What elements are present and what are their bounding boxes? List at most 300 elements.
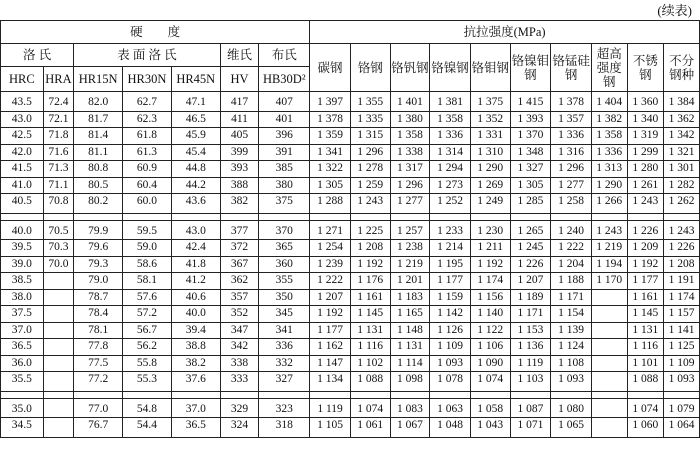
table-cell: 70.5 — [43, 220, 74, 240]
rockwell-header: 洛 氏 — [1, 44, 74, 67]
table-cell: 1 161 — [350, 289, 390, 306]
table-cell: 1 296 — [551, 161, 592, 178]
table-cell: 1 083 — [390, 398, 430, 418]
table-cell: 1 161 — [627, 289, 664, 306]
table-cell: 1 195 — [430, 256, 471, 273]
table-cell: 323 — [259, 398, 310, 418]
table-cell: 38.8 — [171, 339, 220, 356]
table-cell: 1 043 — [470, 418, 510, 438]
table-cell: 70.0 — [43, 256, 74, 273]
table-cell: 1 124 — [551, 339, 592, 356]
table-cell: 401 — [259, 111, 310, 128]
table-cell: 1 243 — [627, 194, 664, 214]
table-cell: 1 384 — [664, 92, 700, 112]
table-cell: 43.6 — [171, 194, 220, 214]
table-cell: 57.6 — [123, 289, 172, 306]
table-cell: 42.4 — [171, 240, 220, 257]
table-cell — [43, 418, 74, 438]
col-hr15n: HR15N — [74, 67, 123, 92]
table-cell: 1 142 — [430, 306, 471, 323]
table-cell: 1 207 — [510, 273, 551, 290]
table-body — [1, 92, 700, 438]
table-cell: 43.5 — [1, 92, 44, 112]
table-cell: 1 230 — [470, 220, 510, 240]
table-cell: 1 119 — [510, 355, 551, 372]
table-cell: 41.8 — [171, 256, 220, 273]
table-cell: 1 370 — [510, 128, 551, 145]
table-cell: 332 — [259, 355, 310, 372]
table-cell: 1 116 — [627, 339, 664, 356]
table-cell: 324 — [220, 418, 259, 438]
table-cell — [591, 372, 627, 392]
table-cell: 385 — [259, 161, 310, 178]
table-row — [1, 240, 700, 257]
table-cell: 375 — [259, 194, 310, 214]
table-cell: 1 239 — [310, 256, 351, 273]
table-cell: 1 266 — [591, 194, 627, 214]
table-cell: 1 177 — [627, 273, 664, 290]
table-cell — [591, 418, 627, 438]
table-cell: 1 243 — [664, 220, 700, 240]
table-cell: 1 192 — [350, 256, 390, 273]
table-cell: 1 192 — [627, 256, 664, 273]
table-cell: 36.5 — [1, 339, 44, 356]
table-cell: 60.4 — [123, 177, 172, 194]
table-cell: 1 277 — [551, 177, 592, 194]
table-cell: 57.2 — [123, 306, 172, 323]
table-cell: 1 322 — [310, 161, 351, 178]
table-cell: 1 316 — [551, 144, 592, 161]
table-cell: 1 176 — [350, 273, 390, 290]
table-cell: 1 174 — [470, 273, 510, 290]
table-cell: 1 238 — [390, 240, 430, 257]
table-cell: 1 282 — [664, 177, 700, 194]
table-cell: 1 177 — [430, 273, 471, 290]
table-cell: 81.7 — [74, 111, 123, 128]
table-cell: 1 219 — [390, 256, 430, 273]
table-cell: 1 258 — [551, 194, 592, 214]
table-cell: 1 321 — [664, 144, 700, 161]
table-cell: 1 109 — [664, 355, 700, 372]
table-cell: 1 105 — [310, 418, 351, 438]
table-cell: 1 088 — [350, 372, 390, 392]
table-cell: 78.1 — [74, 322, 123, 339]
table-cell: 1 208 — [350, 240, 390, 257]
table-cell: 1 393 — [510, 111, 551, 128]
steel-header-stainless: 不锈钢 — [627, 44, 664, 92]
table-cell: 70.8 — [43, 194, 74, 214]
tensile-strength-header: 抗拉强度(MPa) — [310, 21, 700, 44]
table-cell: 41.2 — [171, 273, 220, 290]
table-cell: 79.6 — [74, 240, 123, 257]
table-cell: 1 317 — [390, 161, 430, 178]
table-row — [1, 372, 700, 392]
table-cell: 1 122 — [470, 322, 510, 339]
table-cell: 380 — [259, 177, 310, 194]
table-cell: 1 162 — [310, 339, 351, 356]
table-cell: 40.0 — [1, 220, 44, 240]
table-cell: 39.0 — [1, 256, 44, 273]
table-cell: 45.4 — [171, 144, 220, 161]
table-cell: 1 188 — [551, 273, 592, 290]
table-cell: 1 058 — [470, 398, 510, 418]
table-cell: 411 — [220, 111, 259, 128]
table-cell: 1 065 — [551, 418, 592, 438]
table-cell: 1 305 — [310, 177, 351, 194]
table-cell: 37.0 — [171, 398, 220, 418]
table-cell: 43.0 — [171, 220, 220, 240]
table-cell: 37.6 — [171, 372, 220, 392]
table-cell: 347 — [220, 322, 259, 339]
table-cell — [43, 355, 74, 372]
table-cell: 1 131 — [390, 339, 430, 356]
table-cell: 1 064 — [664, 418, 700, 438]
table-row — [1, 256, 700, 273]
table-cell: 329 — [220, 398, 259, 418]
table-cell: 1 131 — [350, 322, 390, 339]
table-cell: 1 360 — [627, 92, 664, 112]
table-cell: 1 093 — [664, 372, 700, 392]
table-cell: 1 067 — [390, 418, 430, 438]
table-cell: 1 108 — [551, 355, 592, 372]
table-cell: 1 139 — [551, 322, 592, 339]
table-cell — [591, 398, 627, 418]
table-cell: 1 259 — [350, 177, 390, 194]
table-cell: 81.1 — [74, 144, 123, 161]
table-cell: 36.5 — [171, 418, 220, 438]
table-cell: 1 352 — [470, 111, 510, 128]
table-cell — [43, 306, 74, 323]
table-cell: 1 310 — [470, 144, 510, 161]
table-cell: 1 134 — [310, 372, 351, 392]
table-cell: 1 313 — [591, 161, 627, 178]
table-cell: 1 159 — [430, 289, 471, 306]
table-cell: 56.2 — [123, 339, 172, 356]
table-cell: 1 071 — [510, 418, 551, 438]
table-cell: 399 — [220, 144, 259, 161]
table-cell: 1 208 — [664, 256, 700, 273]
steel-header-cr-v: 铬钒钢 — [390, 44, 430, 92]
table-cell: 382 — [220, 194, 259, 214]
table-cell: 1 340 — [627, 111, 664, 128]
table-cell — [591, 355, 627, 372]
table-cell: 1 338 — [390, 144, 430, 161]
table-cell: 393 — [220, 161, 259, 178]
table-cell — [43, 339, 74, 356]
table-cell: 1 074 — [350, 398, 390, 418]
table-cell: 1 140 — [470, 306, 510, 323]
table-cell — [43, 372, 74, 392]
table-cell: 1 299 — [627, 144, 664, 161]
table-cell: 59.0 — [123, 240, 172, 257]
table-cell: 58.1 — [123, 273, 172, 290]
steel-header-any: 不分钢种 — [664, 44, 700, 92]
table-cell: 81.4 — [74, 128, 123, 145]
table-cell: 1 233 — [430, 220, 471, 240]
table-cell: 405 — [220, 128, 259, 145]
table-cell: 70.3 — [43, 240, 74, 257]
table-cell: 365 — [259, 240, 310, 257]
table-cell: 1 214 — [430, 240, 471, 257]
table-cell: 1 327 — [510, 161, 551, 178]
table-cell: 1 277 — [390, 194, 430, 214]
table-cell: 1 194 — [591, 256, 627, 273]
table-cell: 1 262 — [664, 194, 700, 214]
table-cell: 1 103 — [510, 372, 551, 392]
table-cell: 342 — [220, 339, 259, 356]
table-cell: 1 315 — [350, 128, 390, 145]
table-cell: 60.9 — [123, 161, 172, 178]
table-cell: 71.8 — [43, 128, 74, 145]
table-cell: 1 125 — [664, 339, 700, 356]
table-cell: 60.0 — [123, 194, 172, 214]
table-cell: 40.5 — [1, 194, 44, 214]
table-cell: 1 243 — [350, 194, 390, 214]
table-row — [1, 398, 700, 418]
table-cell: 78.4 — [74, 306, 123, 323]
table-cell: 1 271 — [310, 220, 351, 240]
table-cell: 1 249 — [470, 194, 510, 214]
table-cell: 1 378 — [310, 111, 351, 128]
table-cell: 1 088 — [627, 372, 664, 392]
table-cell — [591, 289, 627, 306]
table-cell: 1 126 — [430, 322, 471, 339]
table-cell — [43, 322, 74, 339]
table-cell: 1 401 — [390, 92, 430, 112]
table-cell: 1 358 — [430, 111, 471, 128]
table-cell: 1 063 — [430, 398, 471, 418]
table-cell: 77.0 — [74, 398, 123, 418]
table-cell: 396 — [259, 128, 310, 145]
table-cell: 1 336 — [430, 128, 471, 145]
steel-header-cr-mn-si: 铬锰硅钢 — [551, 44, 592, 92]
table-cell: 1 183 — [390, 289, 430, 306]
table-cell — [591, 306, 627, 323]
table-cell: 42.0 — [1, 144, 44, 161]
table-cell: 1 319 — [627, 128, 664, 145]
table-row — [1, 418, 700, 438]
table-row — [1, 306, 700, 323]
table-row — [1, 273, 700, 290]
block-gap — [1, 391, 700, 398]
table-cell: 1 211 — [470, 240, 510, 257]
table-cell: 372 — [220, 240, 259, 257]
table-cell: 78.7 — [74, 289, 123, 306]
steel-header-ultra-high: 超高强度钢 — [591, 44, 627, 92]
table-cell: 41.5 — [1, 161, 44, 178]
table-cell: 79.3 — [74, 256, 123, 273]
surface-rockwell-header: 表 面 洛 氏 — [74, 44, 220, 67]
table-cell: 1 148 — [390, 322, 430, 339]
table-cell: 80.5 — [74, 177, 123, 194]
table-cell: 42.5 — [1, 128, 44, 145]
table-cell: 79.0 — [74, 273, 123, 290]
table-row — [1, 355, 700, 372]
table-cell: 1 273 — [430, 177, 471, 194]
table-cell: 1 170 — [591, 273, 627, 290]
table-cell: 34.5 — [1, 418, 44, 438]
table-cell: 54.4 — [123, 418, 172, 438]
table-cell: 1 301 — [664, 161, 700, 178]
table-cell: 59.5 — [123, 220, 172, 240]
table-cell: 1 171 — [551, 289, 592, 306]
table-cell: 1 375 — [470, 92, 510, 112]
table-cell: 76.7 — [74, 418, 123, 438]
block-gap — [1, 213, 700, 220]
table-cell: 1 225 — [350, 220, 390, 240]
table-row — [1, 111, 700, 128]
table-cell: 58.6 — [123, 256, 172, 273]
table-cell: 1 201 — [390, 273, 430, 290]
table-cell: 39.4 — [171, 322, 220, 339]
table-cell: 391 — [259, 144, 310, 161]
table-cell: 1 060 — [627, 418, 664, 438]
table-cell: 1 240 — [551, 220, 592, 240]
table-cell: 1 342 — [664, 128, 700, 145]
table-cell: 38.2 — [171, 355, 220, 372]
table-cell: 377 — [220, 220, 259, 240]
table-row — [1, 289, 700, 306]
table-row — [1, 161, 700, 178]
table-cell: 44.2 — [171, 177, 220, 194]
col-hr45n: HR45N — [171, 67, 220, 92]
table-cell: 1 102 — [350, 355, 390, 372]
table-cell: 82.0 — [74, 92, 123, 112]
table-cell: 1 254 — [310, 240, 351, 257]
table-cell: 80.2 — [74, 194, 123, 214]
table-cell: 341 — [259, 322, 310, 339]
table-cell: 1 093 — [551, 372, 592, 392]
table-cell: 1 093 — [430, 355, 471, 372]
table-cell: 1 222 — [310, 273, 351, 290]
table-cell: 1 204 — [551, 256, 592, 273]
table-cell: 1 290 — [591, 177, 627, 194]
table-cell: 1 362 — [664, 111, 700, 128]
table-cell: 1 226 — [664, 240, 700, 257]
table-cell: 1 288 — [310, 194, 351, 214]
table-cell — [43, 273, 74, 290]
table-cell: 1 191 — [664, 273, 700, 290]
table-cell: 1 189 — [510, 289, 551, 306]
table-cell: 1 145 — [627, 306, 664, 323]
table-cell: 79.9 — [74, 220, 123, 240]
table-cell: 71.3 — [43, 161, 74, 178]
table-row — [1, 322, 700, 339]
table-cell: 40.0 — [171, 306, 220, 323]
table-cell: 367 — [220, 256, 259, 273]
table-cell: 1 119 — [310, 398, 351, 418]
table-cell: 61.8 — [123, 128, 172, 145]
table-cell: 1 192 — [310, 306, 351, 323]
table-cell: 45.9 — [171, 128, 220, 145]
table-cell: 62.3 — [123, 111, 172, 128]
steel-header-carbon: 碳钢 — [310, 44, 351, 92]
continued-label: (续表) — [657, 3, 692, 18]
table-cell: 1 357 — [551, 111, 592, 128]
table-cell: 55.3 — [123, 372, 172, 392]
table-cell: 1 153 — [510, 322, 551, 339]
table-cell: 1 154 — [551, 306, 592, 323]
table-cell: 77.5 — [74, 355, 123, 372]
table-cell: 370 — [259, 220, 310, 240]
steel-header-cr-ni: 铬镍钢 — [430, 44, 471, 92]
table-cell: 336 — [259, 339, 310, 356]
table-cell: 1 335 — [350, 111, 390, 128]
table-cell: 1 136 — [510, 339, 551, 356]
table-cell: 1 192 — [470, 256, 510, 273]
table-cell: 35.0 — [1, 398, 44, 418]
table-cell: 47.1 — [171, 92, 220, 112]
steel-header-cr-ni-mo: 铬镍钼钢 — [510, 44, 551, 92]
table-cell: 1 348 — [510, 144, 551, 161]
table-cell: 1 209 — [627, 240, 664, 257]
table-cell: 1 061 — [350, 418, 390, 438]
table-cell: 1 336 — [591, 144, 627, 161]
table-cell: 1 296 — [390, 177, 430, 194]
table-cell: 345 — [259, 306, 310, 323]
table-cell: 35.5 — [1, 372, 44, 392]
table-cell: 1 080 — [551, 398, 592, 418]
table-cell: 40.6 — [171, 289, 220, 306]
table-cell: 357 — [220, 289, 259, 306]
table-cell — [591, 339, 627, 356]
table-cell: 1 331 — [470, 128, 510, 145]
table-row — [1, 144, 700, 161]
brinell-header: 布氏 — [259, 44, 310, 67]
table-cell: 71.6 — [43, 144, 74, 161]
table-cell: 1 219 — [591, 240, 627, 257]
table-cell: 37.5 — [1, 306, 44, 323]
table-cell: 352 — [220, 306, 259, 323]
table-cell: 1 131 — [627, 322, 664, 339]
table-cell: 1 265 — [510, 220, 551, 240]
table-cell: 1 278 — [350, 161, 390, 178]
table-cell: 327 — [259, 372, 310, 392]
table-cell: 1 090 — [470, 355, 510, 372]
vickers-header: 维氏 — [220, 44, 259, 67]
table-cell: 1 380 — [390, 111, 430, 128]
table-cell: 46.5 — [171, 111, 220, 128]
table-cell: 1 269 — [470, 177, 510, 194]
table-row — [1, 92, 700, 112]
table-cell — [43, 398, 74, 418]
table-cell: 80.8 — [74, 161, 123, 178]
table-cell: 38.0 — [1, 289, 44, 306]
table-cell: 355 — [259, 273, 310, 290]
table-cell: 62.7 — [123, 92, 172, 112]
col-hb: HB30D² — [259, 67, 310, 92]
table-cell: 1 294 — [430, 161, 471, 178]
table-cell: 1 074 — [627, 398, 664, 418]
table-cell: 1 106 — [470, 339, 510, 356]
hardness-header: 硬 度 — [1, 21, 310, 44]
table-cell: 1 171 — [510, 306, 551, 323]
table-cell: 1 382 — [591, 111, 627, 128]
table-cell: 1 257 — [390, 220, 430, 240]
table-cell: 77.8 — [74, 339, 123, 356]
table-cell: 54.8 — [123, 398, 172, 418]
steel-header-cr-mo: 铬钼钢 — [470, 44, 510, 92]
table-cell: 1 116 — [350, 339, 390, 356]
table-cell: 1 147 — [310, 355, 351, 372]
table-cell: 1 222 — [551, 240, 592, 257]
table-cell: 1 378 — [551, 92, 592, 112]
col-hra: HRA — [43, 67, 74, 92]
table-row — [1, 339, 700, 356]
table-cell: 407 — [259, 92, 310, 112]
table-cell: 1 305 — [510, 177, 551, 194]
table-cell: 1 358 — [390, 128, 430, 145]
